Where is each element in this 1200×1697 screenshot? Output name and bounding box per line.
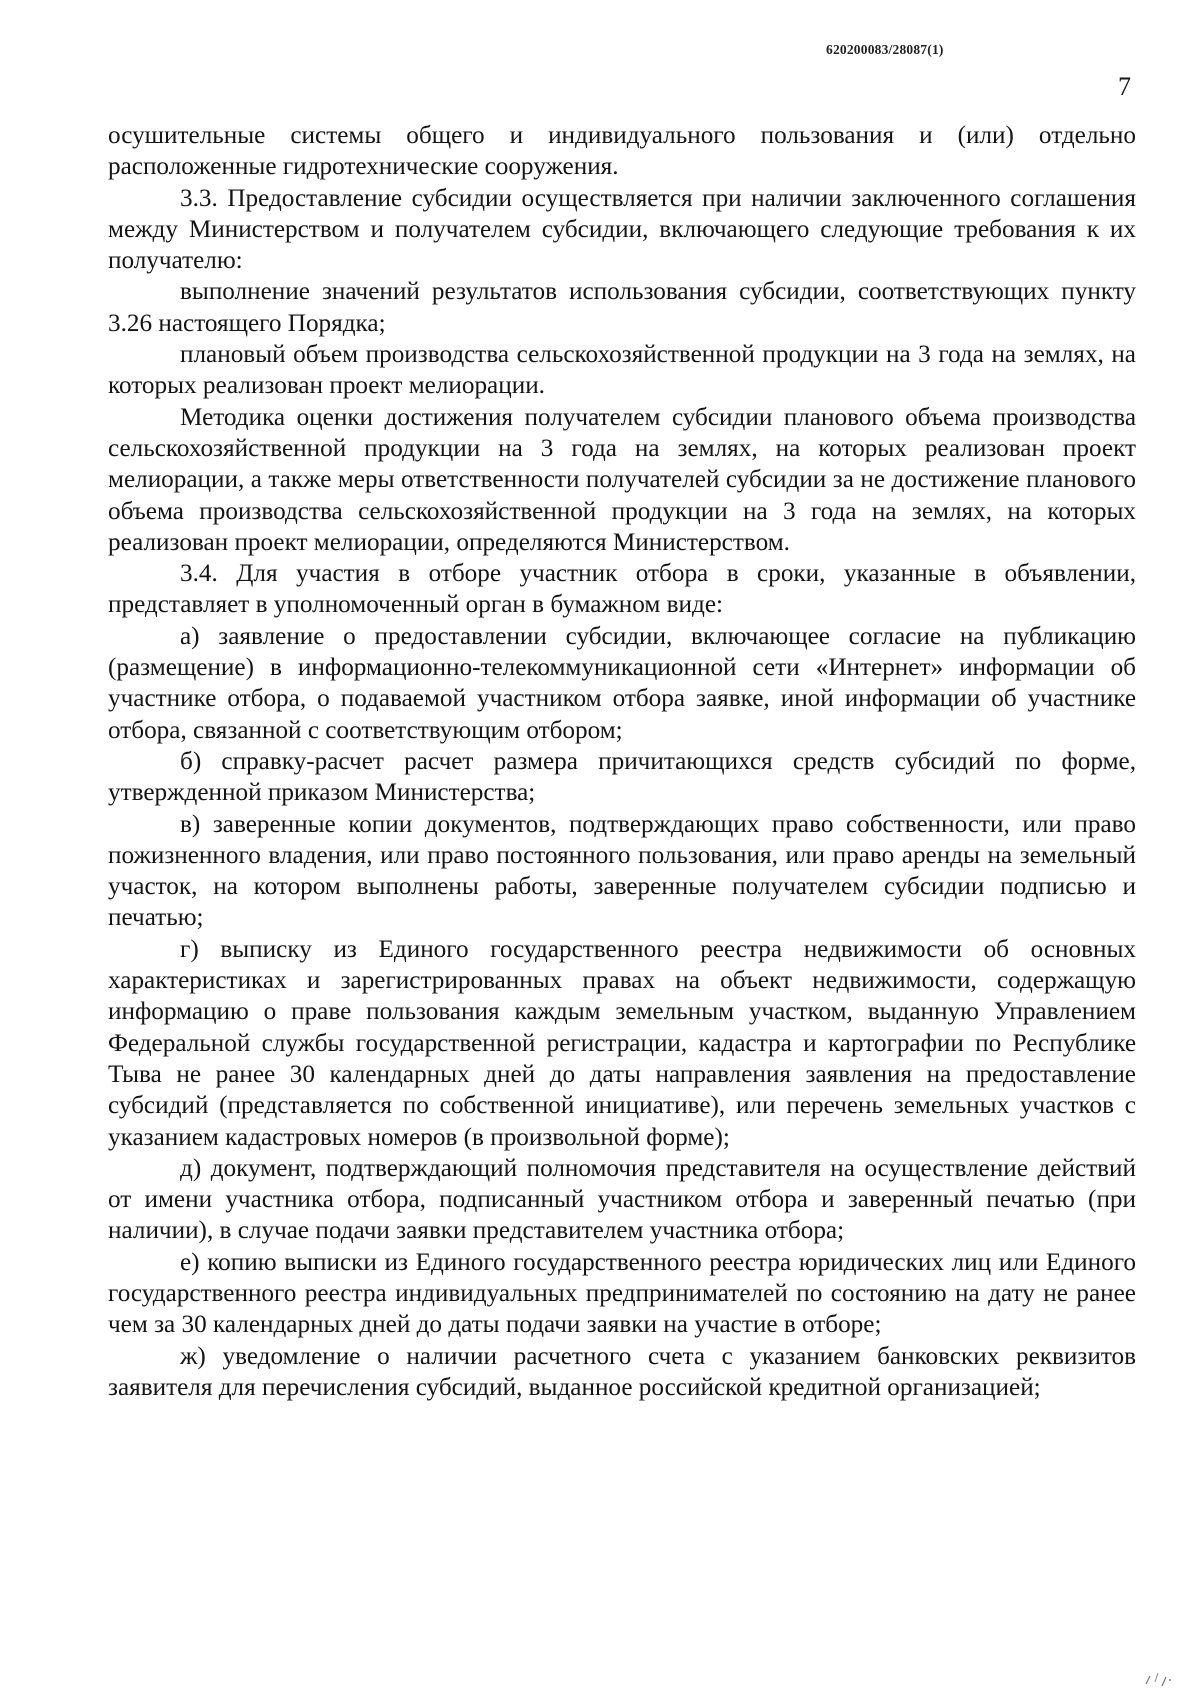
paragraph-3-4: 3.4. Для участия в отборе участник отбора в сроки, указанные в объявлении, представляет в уполномоченный орган в бумажном виде: — [108, 560, 1136, 619]
paragraph-requirement-results: выполнение значений результатов использования субсидии, соответствующих пункту 3.26 настоящего Порядка; — [108, 278, 1136, 337]
paragraph-methodology: Методика оценки достижения получателем субсидии планового объема производства сельскохозяйственной продукции на 3 года на землях, на которых реализован проект мелиорации, а также меры ответственности получателей субсидии за не достижение планового объема производства сельскохозяйственной продукции на 3 года на землях, на которых реализован проект мелиорации, определяются Министерством. — [108, 403, 1136, 556]
document-code: 620200083/28087(1) — [826, 42, 944, 57]
list-item-e: е) копию выписки из Единого государственного реестра юридических лиц или Единого государственного реестра индивидуальных предпринимателей по состоянию на дату не ранее чем за 30 календарных дней до даты подачи заявки на участие в отборе; — [108, 1248, 1136, 1339]
page-number: 7 — [1118, 72, 1131, 101]
paragraph-3-3: 3.3. Предоставление субсидии осуществляется при наличии заключенного соглашения между Министерством и получателем субсидии, включающего следующие требования к их получателю: — [108, 184, 1136, 275]
document-body — [108, 120, 1136, 1403]
list-item-g: г) выписку из Единого государственного реестра недвижимости об основных характеристиках и зарегистрированных правах на объект недвижимости, содержащую информацию о праве пользования каждым земельным участком, выданную Управлением Федеральной службы государственной регистрации, кадастра и картографии по Республике Тыва не ранее 30 календарных дней до даты направления заявления на предоставление субсидий (представляется по собственной инициативе), или перечень земельных участков с указанием кадастровых номеров (в произвольной форме); — [108, 935, 1136, 1151]
scan-specks — [1142, 1660, 1178, 1688]
paragraph-continuation: осушительные системы общего и индивидуального пользования и (или) отдельно расположенные гидротехнические сооружения. — [108, 122, 1136, 181]
list-item-b: б) справку-расчет расчет размера причитающихся средств субсидий по форме, утвержденной приказом Министерства; — [108, 747, 1136, 807]
list-item-zh: ж) уведомление о наличии расчетного счета с указанием банковских реквизитов заявителя для перечисления субсидий, выданное российской кредитной организацией; — [108, 1342, 1136, 1401]
list-item-a: а) заявление о предоставлении субсидии, включающее согласие на публикацию (размещение) в информационно-телекоммуникационной сети «Интернет» информации об участнике отбора, о подаваемой участником отбора заявке, иной информации об участнике отбора, связанной с соответствующим отбором; — [108, 622, 1136, 744]
list-item-d: д) документ, подтверждающий полномочия представителя на осуществление действий от имени участника отбора, подписанный участником отбора и заверенный печатью (при наличии), в случае подачи заявки представителем участника отбора; — [108, 1154, 1136, 1245]
paragraph-requirement-volume: плановый объем производства сельскохозяйственной продукции на 3 года на землях, на которых реализован проект мелиорации. — [108, 341, 1136, 400]
list-item-v: в) заверенные копии документов, подтверждающих право собственности, или право пожизненного владения, или право постоянного пользования, или право аренды на земельный участок, на котором выполнены работы, заверенные получателем субсидии подписью и печатью; — [108, 810, 1136, 932]
